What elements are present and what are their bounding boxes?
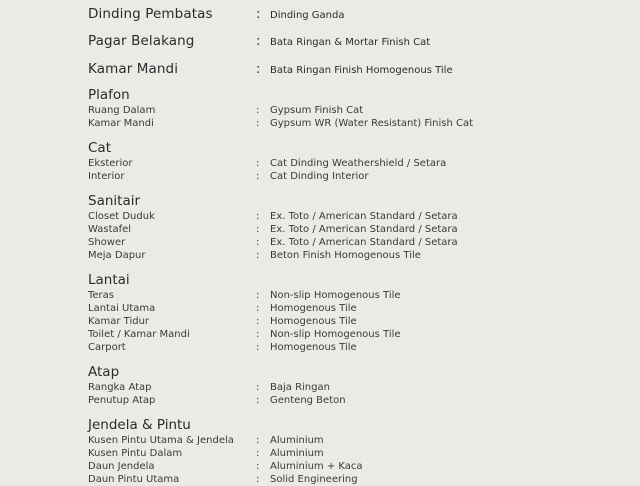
spec-row bbox=[88, 302, 628, 315]
spec-separator: : bbox=[256, 211, 260, 222]
spec-label: Toilet / Kamar Mandi bbox=[88, 329, 190, 340]
spec-row bbox=[88, 104, 628, 117]
spec-row bbox=[88, 117, 628, 130]
spec-separator: : bbox=[256, 461, 260, 472]
spec-value: Ex. Toto / American Standard / Setara bbox=[270, 237, 458, 248]
spec-row bbox=[88, 249, 628, 262]
section-heading: Sanitair bbox=[88, 193, 141, 209]
spec-label: Kusen Pintu Utama & Jendela bbox=[88, 435, 234, 446]
spec-label: Carport bbox=[88, 342, 126, 353]
spec-value: Gypsum WR (Water Resistant) Finish Cat bbox=[270, 118, 474, 129]
spec-value: Bata Ringan Finish Homogenous Tile bbox=[270, 65, 453, 76]
section-dinding-pembatas bbox=[88, 6, 628, 23]
spec-separator: : bbox=[256, 158, 260, 169]
spec-value: Bata Ringan & Mortar Finish Cat bbox=[270, 37, 431, 48]
spec-label: Ruang Dalam bbox=[88, 105, 156, 116]
spec-row bbox=[88, 328, 628, 341]
spec-row bbox=[88, 223, 628, 236]
section-lantai bbox=[88, 272, 628, 354]
spec-separator: : bbox=[256, 382, 260, 393]
section-atap bbox=[88, 364, 628, 407]
section-heading: Atap bbox=[88, 364, 120, 380]
spec-value: Ex. Toto / American Standard / Setara bbox=[270, 224, 458, 235]
section-heading: Jendela & Pintu bbox=[88, 417, 191, 433]
spec-row bbox=[88, 315, 628, 328]
spec-value: Baja Ringan bbox=[270, 382, 330, 393]
spec-row bbox=[88, 447, 628, 460]
spec-value: Cat Dinding Weathershield / Setara bbox=[270, 158, 447, 169]
spec-value: Beton Finish Homogenous Tile bbox=[270, 250, 421, 261]
spec-row bbox=[88, 157, 628, 170]
spec-separator: : bbox=[256, 303, 260, 314]
section-jendela-pintu bbox=[88, 417, 628, 486]
spec-title: Pagar Belakang bbox=[88, 33, 195, 49]
section-heading: Cat bbox=[88, 140, 111, 156]
spec-value: Solid Engineering bbox=[270, 474, 358, 485]
spec-separator: : bbox=[256, 250, 260, 261]
section-plafon bbox=[88, 87, 628, 130]
spec-separator: : bbox=[256, 448, 260, 459]
spec-row bbox=[88, 210, 628, 223]
spec-separator: : bbox=[256, 171, 260, 182]
spec-title: Dinding Pembatas bbox=[88, 6, 213, 22]
spec-value: Genteng Beton bbox=[270, 395, 346, 406]
spec-value: Homogenous Tile bbox=[270, 303, 357, 314]
spec-row bbox=[88, 33, 628, 50]
spec-separator: : bbox=[256, 395, 260, 406]
spec-value: Cat Dinding Interior bbox=[270, 171, 369, 182]
spec-separator: : bbox=[256, 329, 260, 340]
spec-separator: : bbox=[256, 342, 260, 353]
spec-row bbox=[88, 170, 628, 183]
spec-label: Kusen Pintu Dalam bbox=[88, 448, 183, 459]
spec-separator: : bbox=[256, 105, 260, 116]
section-sanitair bbox=[88, 193, 628, 262]
spec-label: Closet Duduk bbox=[88, 211, 155, 222]
specification-list bbox=[88, 6, 628, 486]
spec-row bbox=[88, 381, 628, 394]
spec-label: Kamar Tidur bbox=[88, 316, 150, 327]
spec-separator: : bbox=[256, 474, 260, 485]
section-heading: Plafon bbox=[88, 87, 130, 103]
spec-value: Dinding Ganda bbox=[270, 10, 345, 21]
spec-separator: : bbox=[256, 316, 260, 327]
spec-separator: : bbox=[256, 34, 261, 49]
spec-row bbox=[88, 394, 628, 407]
spec-value: Non-slip Homogenous Tile bbox=[270, 329, 401, 340]
spec-label: Kamar Mandi bbox=[88, 118, 154, 129]
spec-label: Rangka Atap bbox=[88, 382, 152, 393]
spec-label: Interior bbox=[88, 171, 125, 182]
spec-label: Daun Jendela bbox=[88, 461, 155, 472]
spec-label: Daun Pintu Utama bbox=[88, 474, 180, 485]
section-pagar-belakang bbox=[88, 33, 628, 50]
spec-row bbox=[88, 434, 628, 447]
section-kamar-mandi bbox=[88, 61, 628, 78]
spec-separator: : bbox=[256, 62, 261, 77]
spec-separator: : bbox=[256, 224, 260, 235]
spec-label: Lantai Utama bbox=[88, 303, 156, 314]
spec-label: Meja Dapur bbox=[88, 250, 146, 261]
spec-value: Aluminium bbox=[270, 448, 324, 459]
section-heading: Lantai bbox=[88, 272, 130, 288]
spec-value: Homogenous Tile bbox=[270, 342, 357, 353]
spec-value: Aluminium + Kaca bbox=[270, 461, 363, 472]
spec-title: Kamar Mandi bbox=[88, 61, 179, 77]
spec-label: Teras bbox=[88, 290, 115, 301]
spec-value: Aluminium bbox=[270, 435, 324, 446]
spec-row bbox=[88, 460, 628, 473]
spec-label: Eksterior bbox=[88, 158, 133, 169]
spec-separator: : bbox=[256, 237, 260, 248]
spec-row bbox=[88, 6, 628, 23]
spec-separator: : bbox=[256, 7, 261, 22]
spec-value: Non-slip Homogenous Tile bbox=[270, 290, 401, 301]
spec-separator: : bbox=[256, 290, 260, 301]
spec-row bbox=[88, 61, 628, 78]
spec-value: Ex. Toto / American Standard / Setara bbox=[270, 211, 458, 222]
spec-value: Gypsum Finish Cat bbox=[270, 105, 364, 116]
spec-row bbox=[88, 236, 628, 249]
spec-label: Penutup Atap bbox=[88, 395, 156, 406]
spec-row bbox=[88, 341, 628, 354]
spec-row bbox=[88, 289, 628, 302]
spec-separator: : bbox=[256, 435, 260, 446]
spec-label: Wastafel bbox=[88, 224, 132, 235]
spec-value: Homogenous Tile bbox=[270, 316, 357, 327]
spec-label: Shower bbox=[88, 237, 126, 248]
spec-separator: : bbox=[256, 118, 260, 129]
section-cat bbox=[88, 140, 628, 183]
